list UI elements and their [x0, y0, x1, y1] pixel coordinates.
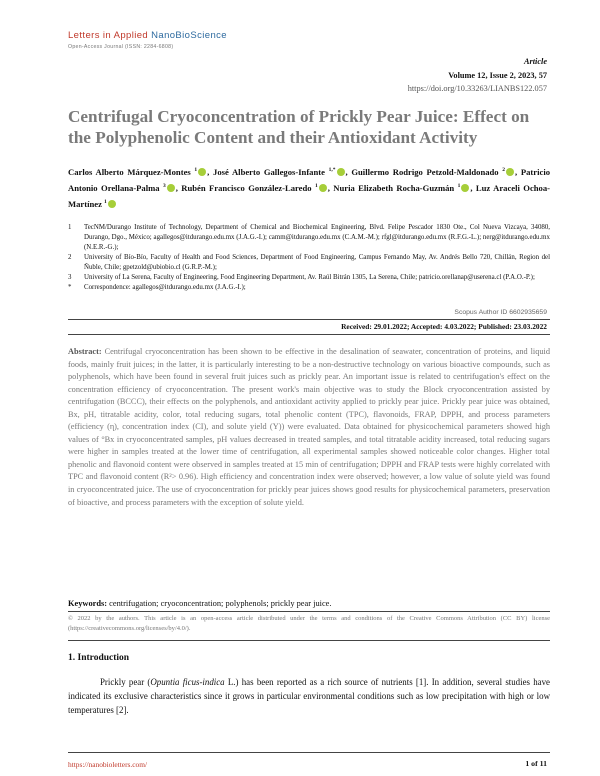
license-notice: © 2022 by the authors. This article is an open-access article distributed under the terms and conditions of the Creative Commons Attribution (CC BY) license (https://creativecommons.org/licenses/by/4.0/).	[68, 615, 550, 632]
affiliation-text: University of La Serena, Faculty of Engineering, Food Engineering Department, Av. Raúl Bitrán 1305, La Serena, Chile; patricio.orellanap@userena.cl (P.A.O.-P.);	[84, 274, 535, 281]
abstract	[68, 346, 550, 509]
author-name: Nuria Elizabeth Rocha-Guzmán	[333, 182, 455, 193]
orcid-icon[interactable]	[108, 200, 116, 208]
author-list: Carlos Alberto Márquez-Montes $^1$ , José Alberto Gallegos-Infante $^{1,*}$ , Guillermo Rodrigo Petzold-Maldonado $^2$ , Patricio Antonio Orellana-Palma $^3$ , Rubén Francisco González-Laredo $^1$ , Nuria Elizabeth Rocha-Guzmán $^1$ , Luz Araceli Ochoa-Martínez $^1$	[68, 166, 550, 209]
abstract-label: Abstract:	[68, 347, 102, 356]
scopus-author-id: Scopus Author ID 6602935659	[454, 309, 547, 316]
intro-paragraph	[68, 675, 550, 718]
author-name: Rubén Francisco González-Laredo	[181, 182, 312, 193]
footer-url-link[interactable]: https://nanobioletters.com/	[68, 760, 148, 769]
orcid-icon[interactable]	[167, 184, 175, 192]
keywords	[68, 599, 550, 608]
affiliation-number: 2	[68, 254, 72, 261]
author-affiliation-sup: 1	[104, 198, 107, 205]
species-name: Opuntia ficus-indica	[150, 677, 225, 687]
abstract-text: Centrifugal cryoconcentration has been shown to be effective in the desalination of seawater, concentration of proteins, and liquid foods, mainly fruit juices; in the latter, it is particularly interesting to be a non-destructive technology on various bioactive compounds, such as polyphenols, which have been found in several fruit juices such as prickly pear. An important issue is related to centrifugation's effect on the concentration efficiency of cryoconcentration. The present work's main objective was to study the Block cryoconcentration assisted by centrifugation (BCCC), their effects on the polyphenols, and antioxidant activity applied to prickly pear juice. Prickly pear juice was obtained, Bx, pH, titratable acidity, color, total reducing sugars, total phenolic content (TPC), flavonoids, FRAP, DPPH, and process parameters (efficiency (η), concentration index (CI), and solute yield (Y)) were evaluated. Data obtained for physicochemical parameters showed high values of °Bx in cryoconcentrated samples, pH values decreased in treated samples, and total titratable acidity increased, total reducing sugars were higher in samples treated at the lower time of centrifugation, all experimental samples showed noticeable color changes. Higher total phenolic and flavonoid content were observed in samples treated at 15 min of centrifugation; DPPH and FRAP tests were highly correlated with TPC and flavonoid content (R²> 0.96). High efficiency and concentration index were observed; however, a low value of solute yield was found in cryoconcentrated juice. The use of cryoconcentration for prickly pear juices shows good results for physicochemical parameters, preservation of bioactive, and process parameters with the exception of solute yield.	[68, 347, 550, 507]
author-affiliation-sup: 1,*	[328, 167, 336, 173]
affiliation-item	[68, 223, 550, 253]
article-title: Centrifugal Cryoconcentration of Prickly Pear Juice: Effect on the Polyphenolic Content and their Antioxidant Activity	[68, 107, 530, 147]
affiliation-text: TecNM/Durango Institute of Technology, Department of Chemical and Biochemical Engineering, Blvd. Felipe Pescador 1830 Ote., Col Nueva Vizcaya, 34080, Durango, Dgo., México; agallegos@itdurango.edu.mx (J.A.G.-I.); camm@itdurango.edu.mx (C.A.M.-M.); rfgl@itdurango.edu.mx (R.F.G.-L.); nerg@itdurango.edu.mx (N.E.R.-G.);	[84, 224, 550, 251]
affiliation-text: University of Bío-Bío, Faculty of Health and Food Sciences, Department of Food Engineering, Campus Fernando May, Av. Andrés Bello 720, Chillán, Region del Ñuble, Chile; gpetzold@ubiobio.cl (G.R.P.-M.);	[84, 254, 550, 271]
page-number: 1 of 11	[525, 759, 547, 768]
affiliation-item	[68, 253, 550, 273]
footer-divider	[68, 752, 550, 753]
journal-name-part1: Letters in Applied	[68, 30, 152, 41]
author-name: Guillermo Rodrigo Petzold-Maldonado	[351, 166, 499, 177]
divider	[68, 640, 550, 641]
author-name: José Alberto Gallegos-Infante	[213, 166, 325, 177]
intro-text-start: Prickly pear (	[100, 677, 151, 687]
article-type: Article	[523, 57, 547, 66]
journal-name-part2: NanoBioScience	[151, 30, 227, 41]
orcid-icon[interactable]	[461, 184, 469, 192]
affiliation-item	[68, 273, 550, 283]
author-name: Carlos Alberto Márquez-Montes	[68, 166, 191, 177]
author-affiliation-sup: 3	[162, 182, 166, 189]
keywords-label: Keywords:	[68, 599, 108, 608]
author-affiliation-sup: 1	[314, 182, 318, 189]
affiliation-number: 3	[68, 274, 72, 281]
orcid-icon[interactable]	[319, 184, 327, 192]
keywords-text: centrifugation; cryoconcentration; polyphenols; prickly pear juice.	[109, 599, 332, 608]
author-name: Patricio Antonio Orellana-Palma	[68, 166, 550, 193]
affiliation-list	[68, 223, 550, 293]
correspondence-item	[68, 283, 550, 293]
author-affiliation-sup: 1	[457, 182, 461, 189]
journal-subtitle: Open-Access Journal (ISSN: 2284-6808)	[68, 44, 174, 50]
affiliation-number: *	[68, 284, 72, 291]
affiliation-number: 1	[68, 224, 72, 231]
correspondence-text: Correspondence: agallegos@itdurango.edu.mx (J.A.G.-I.);	[84, 284, 246, 291]
doi-link[interactable]: https://doi.org/10.33263/LIANBS122.057	[407, 84, 547, 93]
intro-text-rest: L.) has been reported as a rich source of nutrients [1]. In addition, several studies have indicated its exclusive characteristics since it grows in particular environmental conditions such as low precipitation with high or low temperatures [2].	[68, 677, 550, 716]
divider	[68, 319, 550, 320]
publication-dates: Received: 29.01.2022; Accepted: 4.03.2022; Published: 23.03.2022	[341, 322, 547, 331]
journal-name	[68, 30, 227, 41]
divider	[68, 334, 550, 335]
orcid-icon[interactable]	[337, 168, 345, 176]
author-affiliation-sup: 1	[194, 167, 198, 173]
divider	[68, 611, 550, 612]
volume-info: Volume 12, Issue 2, 2023, 57	[448, 71, 547, 80]
orcid-icon[interactable]	[198, 168, 206, 176]
author-name: Luz Araceli Ochoa-Martínez	[68, 182, 550, 209]
author-affiliation-sup: 2	[502, 167, 506, 173]
orcid-icon[interactable]	[506, 168, 514, 176]
section-heading: 1. Introduction	[68, 653, 130, 663]
